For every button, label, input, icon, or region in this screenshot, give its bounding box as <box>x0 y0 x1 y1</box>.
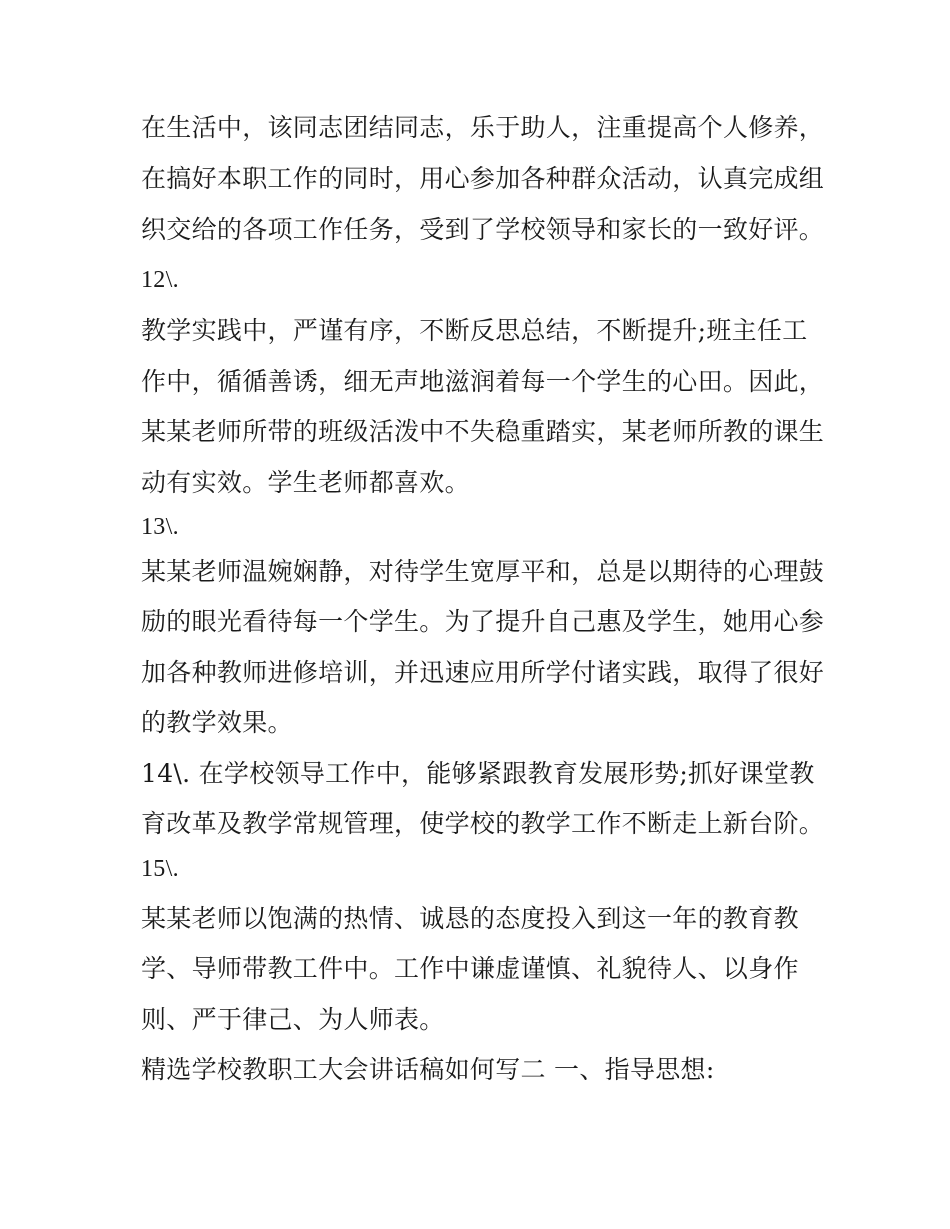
text-line: 教学实践中，严谨有序，不断反思总结，不断提升;班主任工 <box>141 316 808 345</box>
text-line: 某某老师以饱满的热情、诚恳的态度投入到这一年的教育教 <box>141 904 799 933</box>
item-number: 13\. <box>141 514 179 540</box>
text-line: 在生活中，该同志团结同志，乐于助人，注重提高个人修养， <box>141 113 825 142</box>
text-line: 14\. 在学校领导工作中，能够紧跟教育发展形势;抓好课堂教 <box>141 759 815 788</box>
text-line: 加各种教师进修培训，并迅速应用所学付诸实践，取得了很好 <box>141 658 825 687</box>
text-line: 某某老师温婉娴静，对待学生宽厚平和，总是以期待的心理鼓 <box>141 557 825 586</box>
text-line: 织交给的各项工作任务，受到了学校领导和家长的一致好评。 <box>141 215 825 244</box>
text-line: 作中，循循善诱，细无声地滋润着每一个学生的心田。因此， <box>141 367 825 396</box>
text-line: 动有实效。学生老师都喜欢。 <box>141 468 470 497</box>
text-line: 则、严于律己、为人师表。 <box>141 1005 445 1034</box>
text-line: 的教学效果。 <box>141 708 293 737</box>
text-line: 励的眼光看待每一个学生。为了提升自己惠及学生，她用心参 <box>141 607 825 636</box>
text-line: 某某老师所带的班级活泼中不失稳重踏实，某老师所教的课生 <box>141 417 825 446</box>
text-line: 精选学校教职工大会讲话稿如何写二 一、指导思想: <box>141 1055 715 1084</box>
item-number: 15\. <box>141 856 179 882</box>
text-line: 育改革及教学常规管理，使学校的教学工作不断走上新台阶。 <box>141 809 825 838</box>
text-line: 学、导师带教工件中。工作中谦虚谨慎、礼貌待人、以身作 <box>141 954 799 983</box>
text-line: 在搞好本职工作的同时，用心参加各种群众活动，认真完成组 <box>141 164 825 193</box>
item-number: 12\. <box>141 267 179 293</box>
